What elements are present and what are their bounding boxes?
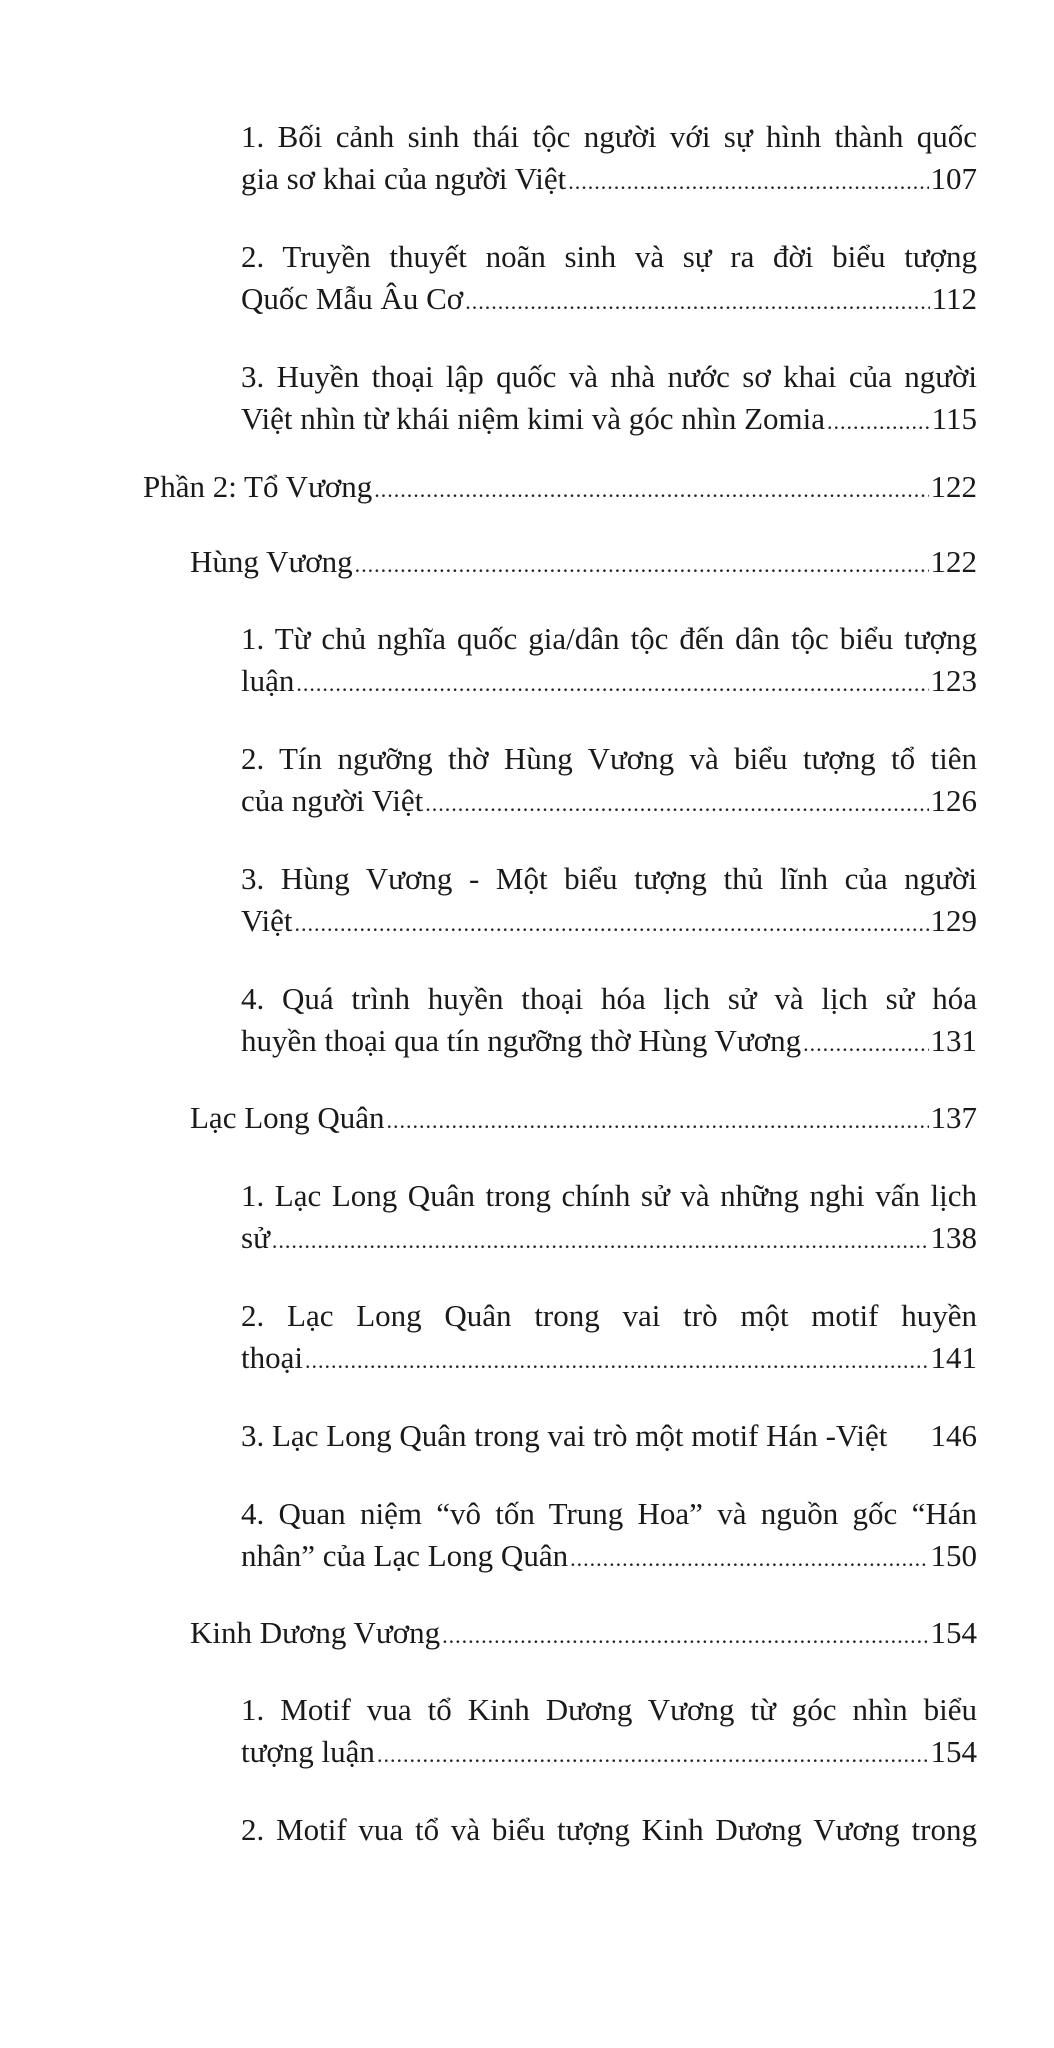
toc-entry-title-line: Việt nhìn từ khái niệm kimi và góc nhìn Zomia (241, 401, 826, 436)
page-number: 138 (930, 1220, 977, 1255)
toc-entry-title-line: 2. Lạc Long Quân trong vai trò một motif huyền (241, 1298, 977, 1333)
toc-entry[interactable] (241, 1295, 977, 1382)
toc-entry-title-line: thoại (241, 1340, 303, 1375)
toc-entry-title-line: luận (241, 663, 295, 698)
page-number: 112 (931, 281, 977, 316)
toc-entry[interactable] (241, 1415, 977, 1457)
toc-entry[interactable] (241, 1809, 977, 1851)
toc-entry[interactable] (241, 116, 977, 203)
page-number: 150 (930, 1538, 977, 1573)
page-number: 131 (930, 1023, 977, 1058)
dot-leader (355, 544, 929, 586)
toc-entry-title-line: 1. Lạc Long Quân trong chính sử và những nghi vấn lịch (241, 1178, 977, 1213)
page-number: 154 (930, 1615, 977, 1650)
toc-entry-title-line: tượng luận (241, 1734, 375, 1769)
dot-leader (442, 1615, 928, 1657)
dot-leader (272, 1220, 929, 1262)
page-number: 122 (930, 469, 977, 504)
toc-entry-title-line: 1. Motif vua tổ Kinh Dương Vương từ góc nhìn biểu (241, 1692, 977, 1727)
toc-entry-title-line: 2. Motif vua tổ và biểu tượng Kinh Dương Vương trong (241, 1812, 977, 1847)
toc-entry-title-line: gia sơ khai của người Việt (241, 161, 567, 196)
toc-section-heading[interactable] (190, 1097, 977, 1142)
toc-entry-title-line: 2. Tín ngưỡng thờ Hùng Vương và biểu tượng tổ tiên (241, 741, 977, 776)
toc-entry[interactable] (241, 618, 977, 705)
toc-entry-title-line: của người Việt (241, 783, 424, 818)
toc-entry-title-line: nhân” của Lạc Long Quân (241, 1538, 569, 1573)
dot-leader (568, 161, 928, 203)
toc-entry-title-line: Việt (241, 903, 293, 938)
toc-entry-title-line: Lạc Long Quân (190, 1100, 385, 1135)
toc-section-heading[interactable] (190, 541, 977, 586)
toc-entry-title-line: 1. Bối cảnh sinh thái tộc người với sự hình thành quốc (241, 119, 977, 154)
page-number: 126 (930, 783, 977, 818)
page-number: 123 (930, 663, 977, 698)
page-number: 141 (930, 1340, 977, 1375)
dot-leader (827, 401, 930, 443)
page-number: 129 (930, 903, 977, 938)
toc-entry[interactable] (241, 1493, 977, 1580)
page-number: 122 (930, 544, 977, 579)
toc-entry[interactable] (241, 1689, 977, 1776)
toc-entry[interactable] (241, 858, 977, 945)
toc-entry-title-line: Hùng Vương (190, 544, 353, 579)
dot-leader (296, 663, 928, 705)
dot-leader (305, 1340, 929, 1382)
dot-leader (377, 1734, 929, 1776)
toc-entry-title-line: 2. Truyền thuyết noãn sinh và sự ra đời biểu tượng (241, 239, 977, 274)
dot-leader (374, 469, 928, 511)
dot-leader (295, 903, 929, 945)
toc-entry-title-line: 3. Lạc Long Quân trong vai trò một motif Hán -Việt (241, 1418, 888, 1453)
page-number: 146 (930, 1418, 977, 1453)
toc-entry[interactable] (241, 1175, 977, 1262)
dot-leader (570, 1538, 928, 1580)
toc-entry[interactable] (241, 356, 977, 443)
toc-section-heading[interactable] (190, 1612, 977, 1657)
toc-entry-title-line: Quốc Mẫu Âu Cơ (241, 281, 464, 316)
dot-leader (387, 1100, 929, 1142)
toc-entry-title-line: Phần 2: Tổ Vương (143, 469, 373, 504)
toc-entry-title-line: 4. Quan niệm “vô tốn Trung Hoa” và nguồn gốc “Hán (241, 1496, 977, 1531)
page-number: 137 (930, 1100, 977, 1135)
toc-entry-title-line: Kinh Dương Vương (190, 1615, 441, 1650)
dot-leader (803, 1023, 928, 1065)
toc-entry-title-line: 4. Quá trình huyền thoại hóa lịch sử và lịch sử hóa (241, 981, 977, 1016)
dot-leader (465, 281, 929, 323)
toc-entry[interactable] (241, 738, 977, 825)
dot-leader (425, 783, 928, 825)
page-number: 107 (930, 161, 977, 196)
page-number: 154 (930, 1734, 977, 1769)
toc-entry-title-line: 3. Huyền thoại lập quốc và nhà nước sơ khai của người (241, 359, 977, 394)
toc-part-heading[interactable] (143, 466, 977, 511)
page-number: 115 (931, 401, 977, 436)
toc-entry[interactable] (241, 978, 977, 1065)
toc-entry[interactable] (241, 236, 977, 323)
toc-entry-title-line: huyền thoại qua tín ngưỡng thờ Hùng Vương (241, 1023, 802, 1058)
toc-entry-title-line: 3. Hùng Vương - Một biểu tượng thủ lĩnh của người (241, 861, 977, 896)
toc-entry-title-line: sử (241, 1220, 270, 1255)
toc-entry-title-line: 1. Từ chủ nghĩa quốc gia/dân tộc đến dân tộc biểu tượng (241, 621, 977, 656)
